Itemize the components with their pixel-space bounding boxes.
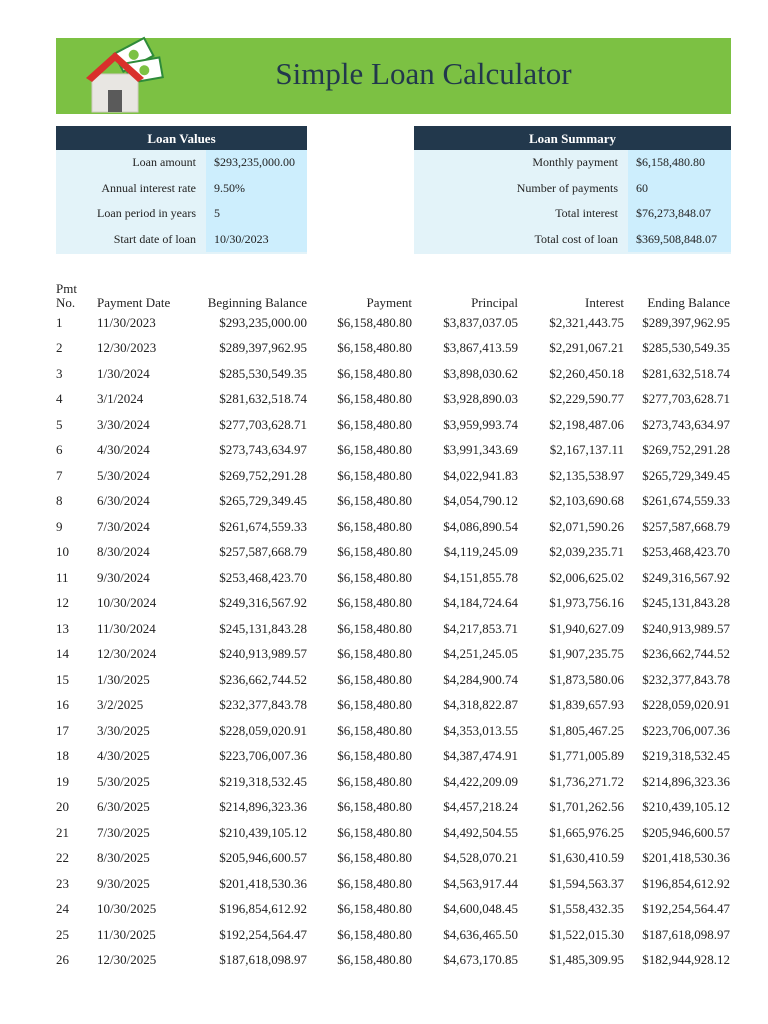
table-cell: $277,703,628.71 bbox=[642, 391, 730, 407]
table-cell: 20 bbox=[56, 799, 69, 815]
table-cell: $232,377,843.78 bbox=[219, 697, 307, 713]
table-cell: $1,665,976.25 bbox=[549, 824, 624, 840]
field-label: Total interest bbox=[555, 206, 618, 221]
table-row bbox=[56, 922, 731, 948]
field-label: Total cost of loan bbox=[534, 231, 618, 246]
table-cell: 12/30/2025 bbox=[97, 952, 157, 968]
table-cell: $261,674,559.33 bbox=[642, 493, 730, 509]
table-cell: $257,587,668.79 bbox=[642, 518, 730, 534]
table-cell: $192,254,564.47 bbox=[642, 901, 730, 917]
table-cell: $2,321,443.75 bbox=[549, 314, 624, 330]
table-cell: $182,944,928.12 bbox=[642, 952, 730, 968]
table-cell: $228,059,020.91 bbox=[219, 722, 307, 738]
field-label: Monthly payment bbox=[532, 155, 618, 170]
table-cell: $6,158,480.80 bbox=[337, 850, 412, 866]
table-cell: $4,086,890.54 bbox=[443, 518, 518, 534]
table-cell: $205,946,600.57 bbox=[219, 850, 307, 866]
table-cell: $4,457,218.24 bbox=[443, 799, 518, 815]
table-row bbox=[56, 514, 731, 540]
table-row bbox=[56, 744, 731, 770]
table-cell: $269,752,291.28 bbox=[642, 442, 730, 458]
table-cell: $6,158,480.80 bbox=[337, 799, 412, 815]
table-cell: 17 bbox=[56, 722, 69, 738]
table-cell: $249,316,567.92 bbox=[642, 569, 730, 585]
table-cell: $265,729,349.45 bbox=[642, 467, 730, 483]
table-body bbox=[56, 310, 731, 973]
table-cell: $2,103,690.68 bbox=[549, 493, 624, 509]
column-header: Payment Date bbox=[97, 295, 171, 310]
table-cell: $6,158,480.80 bbox=[337, 697, 412, 713]
table-row bbox=[56, 667, 731, 693]
table-cell: $265,729,349.45 bbox=[219, 493, 307, 509]
table-cell: $289,397,962.95 bbox=[642, 314, 730, 330]
field-label: Number of payments bbox=[516, 180, 618, 195]
table-cell: $2,260,450.18 bbox=[549, 365, 624, 381]
table-cell: $210,439,105.12 bbox=[219, 824, 307, 840]
table-row bbox=[56, 387, 731, 413]
table-cell: $293,235,000.00 bbox=[219, 314, 307, 330]
table-cell: $4,251,245.05 bbox=[443, 646, 518, 662]
table-cell: $4,022,941.83 bbox=[443, 467, 518, 483]
table-cell: $6,158,480.80 bbox=[337, 722, 412, 738]
table-cell: $223,706,007.36 bbox=[219, 748, 307, 764]
table-row bbox=[56, 591, 731, 617]
table-cell: 26 bbox=[56, 952, 69, 968]
table-cell: 15 bbox=[56, 671, 69, 687]
table-cell: 10 bbox=[56, 544, 69, 560]
table-cell: $6,158,480.80 bbox=[337, 748, 412, 764]
column-header: Principal bbox=[471, 295, 518, 310]
table-row bbox=[56, 489, 731, 515]
table-row bbox=[56, 718, 731, 744]
table-cell: $1,940,627.09 bbox=[549, 620, 624, 636]
table-cell: $2,229,590.77 bbox=[549, 391, 624, 407]
table-cell: $6,158,480.80 bbox=[337, 901, 412, 917]
table-cell: 11/30/2023 bbox=[97, 314, 156, 330]
table-cell: $253,468,423.70 bbox=[642, 544, 730, 560]
loan-summary-panel bbox=[414, 126, 731, 254]
loan-amount-value[interactable]: $293,235,000.00 bbox=[206, 150, 307, 176]
table-cell: $2,198,487.06 bbox=[549, 416, 624, 432]
table-cell: 12/30/2023 bbox=[97, 340, 157, 356]
table-row bbox=[56, 642, 731, 668]
table-cell: $281,632,518.74 bbox=[642, 365, 730, 381]
table-cell: $6,158,480.80 bbox=[337, 340, 412, 356]
field-label: Annual interest rate bbox=[101, 180, 196, 195]
table-row bbox=[56, 871, 731, 897]
table-cell: $4,151,855.78 bbox=[443, 569, 518, 585]
loan-period-value[interactable]: 5 bbox=[206, 201, 307, 227]
table-cell: 9/30/2024 bbox=[97, 569, 150, 585]
table-cell: $214,896,323.36 bbox=[642, 773, 730, 789]
table-cell: $4,318,822.87 bbox=[443, 697, 518, 713]
table-cell: 1/30/2024 bbox=[97, 365, 150, 381]
column-header: Payment bbox=[366, 295, 412, 310]
table-cell: 11/30/2024 bbox=[97, 620, 156, 636]
table-cell: $6,158,480.80 bbox=[337, 467, 412, 483]
table-row bbox=[56, 438, 731, 464]
number-of-payments-value: 60 bbox=[628, 176, 731, 202]
table-cell: $1,839,657.93 bbox=[549, 697, 624, 713]
table-cell: $4,492,504.55 bbox=[443, 824, 518, 840]
table-cell: $214,896,323.36 bbox=[219, 799, 307, 815]
table-cell: 9 bbox=[56, 518, 63, 534]
table-cell: 19 bbox=[56, 773, 69, 789]
table-row bbox=[56, 361, 731, 387]
column-header: Interest bbox=[585, 295, 624, 310]
loan-values-body bbox=[56, 150, 307, 254]
table-cell: $2,039,235.71 bbox=[549, 544, 624, 560]
table-cell: 5 bbox=[56, 416, 63, 432]
table-cell: $1,485,309.95 bbox=[549, 952, 624, 968]
table-cell: 6/30/2024 bbox=[97, 493, 150, 509]
table-row bbox=[56, 769, 731, 795]
table-cell: $201,418,530.36 bbox=[642, 850, 730, 866]
interest-rate-row bbox=[56, 176, 307, 202]
table-cell: $240,913,989.57 bbox=[219, 646, 307, 662]
table-cell: $273,743,634.97 bbox=[219, 442, 307, 458]
table-header-row bbox=[56, 275, 731, 310]
table-cell: 3 bbox=[56, 365, 63, 381]
table-cell: 2 bbox=[56, 340, 63, 356]
loan-summary-heading: Loan Summary bbox=[414, 126, 731, 150]
table-cell: $261,674,559.33 bbox=[219, 518, 307, 534]
table-cell: $273,743,634.97 bbox=[642, 416, 730, 432]
table-cell: 13 bbox=[56, 620, 69, 636]
table-cell: 25 bbox=[56, 926, 69, 942]
table-cell: 3/2/2025 bbox=[97, 697, 144, 713]
interest-rate-value[interactable]: 9.50% bbox=[206, 176, 307, 202]
table-cell: $253,468,423.70 bbox=[219, 569, 307, 585]
loan-values-panel bbox=[56, 126, 307, 254]
title-banner bbox=[56, 38, 731, 114]
table-cell: $6,158,480.80 bbox=[337, 416, 412, 432]
table-cell: $1,736,271.72 bbox=[549, 773, 624, 789]
table-cell: $187,618,098.97 bbox=[219, 952, 307, 968]
table-cell: 8/30/2024 bbox=[97, 544, 150, 560]
table-cell: 10/30/2025 bbox=[97, 901, 157, 917]
table-cell: $219,318,532.45 bbox=[642, 748, 730, 764]
monthly-payment-value: $6,158,480.80 bbox=[628, 150, 731, 176]
table-cell: 14 bbox=[56, 646, 69, 662]
table-cell: $228,059,020.91 bbox=[642, 697, 730, 713]
table-cell: $2,071,590.26 bbox=[549, 518, 624, 534]
table-cell: 18 bbox=[56, 748, 69, 764]
table-cell: $1,771,005.89 bbox=[549, 748, 624, 764]
table-cell: $201,418,530.36 bbox=[219, 875, 307, 891]
table-cell: 7/30/2025 bbox=[97, 824, 150, 840]
table-cell: 3/30/2024 bbox=[97, 416, 150, 432]
table-cell: $3,959,993.74 bbox=[443, 416, 518, 432]
table-cell: 22 bbox=[56, 850, 69, 866]
table-cell: $4,353,013.55 bbox=[443, 722, 518, 738]
table-cell: $6,158,480.80 bbox=[337, 646, 412, 662]
loan-values-heading: Loan Values bbox=[56, 126, 307, 150]
table-cell: $249,316,567.92 bbox=[219, 595, 307, 611]
table-cell: 12 bbox=[56, 595, 69, 611]
table-cell: 8/30/2025 bbox=[97, 850, 150, 866]
table-row bbox=[56, 540, 731, 566]
table-cell: 12/30/2024 bbox=[97, 646, 157, 662]
table-cell: $2,167,137.11 bbox=[549, 442, 624, 458]
table-cell: $6,158,480.80 bbox=[337, 365, 412, 381]
table-cell: $232,377,843.78 bbox=[642, 671, 730, 687]
amortization-table bbox=[56, 275, 731, 973]
table-cell: $196,854,612.92 bbox=[219, 901, 307, 917]
field-label: Loan period in years bbox=[97, 206, 196, 221]
table-cell: 9/30/2025 bbox=[97, 875, 150, 891]
table-cell: 4/30/2024 bbox=[97, 442, 150, 458]
total-interest-value: $76,273,848.07 bbox=[628, 201, 731, 227]
table-cell: $2,291,067.21 bbox=[549, 340, 624, 356]
page-title: Simple Loan Calculator bbox=[275, 56, 572, 91]
table-cell: $6,158,480.80 bbox=[337, 926, 412, 942]
table-row bbox=[56, 820, 731, 846]
table-cell: $236,662,744.52 bbox=[642, 646, 730, 662]
table-cell: $3,928,890.03 bbox=[443, 391, 518, 407]
table-cell: $3,898,030.62 bbox=[443, 365, 518, 381]
table-cell: $285,530,549.35 bbox=[219, 365, 307, 381]
table-cell: 3/30/2025 bbox=[97, 722, 150, 738]
table-cell: $1,522,015.30 bbox=[549, 926, 624, 942]
table-cell: $3,867,413.59 bbox=[443, 340, 518, 356]
table-cell: $4,528,070.21 bbox=[443, 850, 518, 866]
column-header: Ending Balance bbox=[647, 295, 730, 310]
table-cell: 7 bbox=[56, 467, 63, 483]
table-cell: $236,662,744.52 bbox=[219, 671, 307, 687]
table-cell: 3/1/2024 bbox=[97, 391, 144, 407]
table-cell: $245,131,843.28 bbox=[642, 595, 730, 611]
table-cell: 5/30/2024 bbox=[97, 467, 150, 483]
table-cell: $4,563,917.44 bbox=[443, 875, 518, 891]
table-cell: $285,530,549.35 bbox=[642, 340, 730, 356]
table-row bbox=[56, 463, 731, 489]
table-row bbox=[56, 336, 731, 362]
table-cell: $2,135,538.97 bbox=[549, 467, 624, 483]
table-cell: 4/30/2025 bbox=[97, 748, 150, 764]
table-cell: $192,254,564.47 bbox=[219, 926, 307, 942]
table-row bbox=[56, 565, 731, 591]
loan-summary-body bbox=[414, 150, 731, 254]
table-cell: 23 bbox=[56, 875, 69, 891]
table-cell: $6,158,480.80 bbox=[337, 391, 412, 407]
table-cell: 6 bbox=[56, 442, 63, 458]
table-cell: $1,873,580.06 bbox=[549, 671, 624, 687]
total-cost-value: $369,508,848.07 bbox=[628, 227, 731, 253]
table-cell: $6,158,480.80 bbox=[337, 952, 412, 968]
table-cell: $6,158,480.80 bbox=[337, 544, 412, 560]
table-cell: $4,217,853.71 bbox=[443, 620, 518, 636]
table-row bbox=[56, 616, 731, 642]
table-cell: 11 bbox=[56, 569, 69, 585]
table-cell: $1,973,756.16 bbox=[549, 595, 624, 611]
table-cell: 10/30/2024 bbox=[97, 595, 157, 611]
table-cell: $1,594,563.37 bbox=[549, 875, 624, 891]
field-label: Loan amount bbox=[132, 155, 196, 170]
table-cell: 1/30/2025 bbox=[97, 671, 150, 687]
table-cell: $289,397,962.95 bbox=[219, 340, 307, 356]
table-row bbox=[56, 693, 731, 719]
table-cell: 6/30/2025 bbox=[97, 799, 150, 815]
total-interest-row bbox=[414, 201, 731, 227]
table-cell: 8 bbox=[56, 493, 63, 509]
table-cell: 7/30/2024 bbox=[97, 518, 150, 534]
table-cell: $240,913,989.57 bbox=[642, 620, 730, 636]
total-cost-row bbox=[414, 227, 731, 253]
table-cell: $1,701,262.56 bbox=[549, 799, 624, 815]
table-cell: $4,387,474.91 bbox=[443, 748, 518, 764]
field-label: Start date of loan bbox=[113, 231, 196, 246]
loan-amount-row bbox=[56, 150, 307, 176]
monthly-payment-row bbox=[414, 150, 731, 176]
table-cell: $6,158,480.80 bbox=[337, 671, 412, 687]
table-cell: 16 bbox=[56, 697, 69, 713]
table-cell: $257,587,668.79 bbox=[219, 544, 307, 560]
table-cell: $6,158,480.80 bbox=[337, 595, 412, 611]
table-cell: 21 bbox=[56, 824, 69, 840]
start-date-value[interactable]: 10/30/2023 bbox=[206, 227, 307, 253]
table-cell: $269,752,291.28 bbox=[219, 467, 307, 483]
table-cell: $223,706,007.36 bbox=[642, 722, 730, 738]
table-cell: $4,600,048.45 bbox=[443, 901, 518, 917]
table-cell: $277,703,628.71 bbox=[219, 416, 307, 432]
table-cell: $3,837,037.05 bbox=[443, 314, 518, 330]
table-cell: $4,673,170.85 bbox=[443, 952, 518, 968]
number-of-payments-row bbox=[414, 176, 731, 202]
table-cell: $4,119,245.09 bbox=[443, 544, 518, 560]
table-cell: $245,131,843.28 bbox=[219, 620, 307, 636]
table-cell: $6,158,480.80 bbox=[337, 569, 412, 585]
table-cell: $3,991,343.69 bbox=[443, 442, 518, 458]
table-row bbox=[56, 412, 731, 438]
table-cell: $1,558,432.35 bbox=[549, 901, 624, 917]
table-cell: 11/30/2025 bbox=[97, 926, 156, 942]
table-cell: $219,318,532.45 bbox=[219, 773, 307, 789]
table-cell: $6,158,480.80 bbox=[337, 314, 412, 330]
table-cell: $6,158,480.80 bbox=[337, 620, 412, 636]
table-cell: $1,907,235.75 bbox=[549, 646, 624, 662]
table-cell: $6,158,480.80 bbox=[337, 824, 412, 840]
table-cell: $210,439,105.12 bbox=[642, 799, 730, 815]
column-header: Beginning Balance bbox=[207, 295, 307, 310]
table-row bbox=[56, 795, 731, 821]
table-cell: $6,158,480.80 bbox=[337, 875, 412, 891]
table-cell: 24 bbox=[56, 901, 69, 917]
table-row bbox=[56, 846, 731, 872]
table-cell: $6,158,480.80 bbox=[337, 493, 412, 509]
table-cell: 1 bbox=[56, 314, 63, 330]
table-cell: $6,158,480.80 bbox=[337, 442, 412, 458]
table-cell: $4,422,209.09 bbox=[443, 773, 518, 789]
table-cell: 5/30/2025 bbox=[97, 773, 150, 789]
table-cell: $4,284,900.74 bbox=[443, 671, 518, 687]
table-cell: $1,630,410.59 bbox=[549, 850, 624, 866]
column-header: Pmt No. bbox=[56, 281, 77, 310]
table-cell: 4 bbox=[56, 391, 63, 407]
table-cell: $2,006,625.02 bbox=[549, 569, 624, 585]
table-cell: $6,158,480.80 bbox=[337, 773, 412, 789]
table-cell: $4,636,465.50 bbox=[443, 926, 518, 942]
table-cell: $196,854,612.92 bbox=[642, 875, 730, 891]
table-cell: $205,946,600.57 bbox=[642, 824, 730, 840]
table-cell: $187,618,098.97 bbox=[642, 926, 730, 942]
table-cell: $6,158,480.80 bbox=[337, 518, 412, 534]
table-row bbox=[56, 310, 731, 336]
table-cell: $4,054,790.12 bbox=[443, 493, 518, 509]
table-row bbox=[56, 948, 731, 974]
loan-period-row bbox=[56, 201, 307, 227]
table-cell: $1,805,467.25 bbox=[549, 722, 624, 738]
table-cell: $281,632,518.74 bbox=[219, 391, 307, 407]
table-cell: $4,184,724.64 bbox=[443, 595, 518, 611]
table-row bbox=[56, 897, 731, 923]
start-date-row bbox=[56, 227, 307, 253]
